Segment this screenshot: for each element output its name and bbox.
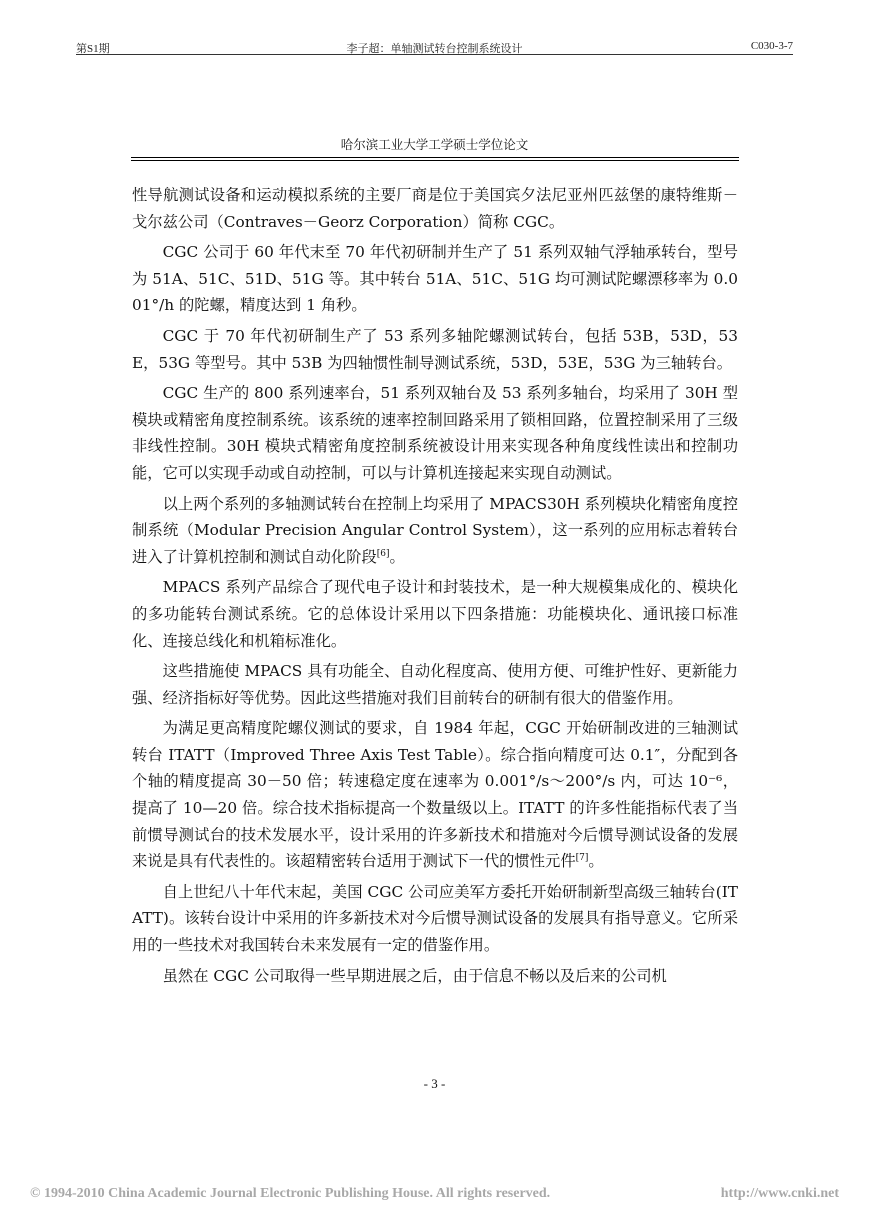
body-text	[132, 182, 738, 993]
paragraph: CGC 公司于 60 年代末至 70 年代初研制并生产了 51 系列双轴气浮轴承转台，型号为 51A、51C、51D、51G 等。其中转台 51A、51C、51G 均可测试陀螺漂移率为 0.001°/h 的陀螺，精度达到 1 角秒。	[132, 243, 738, 315]
header-rule-top	[131, 157, 739, 158]
journal-header	[76, 34, 793, 55]
paragraph: 为满足更高精度陀螺仪测试的要求，自 1984 年起，CGC 开始研制改进的三轴测试转台 ITATT（Improved Three Axis Test Table）。综合指向精度可达 0.1″，分配到各个轴的精度提高 30－50 倍；转速稳定度在速率为 0.001°/s～200°/s 内，可达 10⁻⁶，提高了 10—20 倍。综合技术指标提高一个数量级以上。ITATT 的许多性能指标代表了当前惯导测试台的技术发展水平，设计采用的许多新技术和措施对今后惯导测试设备的发展来说是具有代表性的。该超精密转台适用于测试下一代的惯性元件[7]。	[132, 719, 738, 871]
paragraph: 这些措施使 MPACS 具有功能全、自动化程度高、使用方便、可维护性好、更新能力强、经济指标好等优势。因此这些措施对我们目前转台的研制有很大的借鉴作用。	[132, 662, 738, 707]
citation: [7]	[575, 853, 589, 864]
page-number: - 3 -	[423, 1076, 446, 1091]
header-rule-bottom	[131, 160, 739, 161]
journal-article-title: 李子超：单轴测试转台控制系统设计	[346, 43, 523, 55]
paragraph: 虽然在 CGC 公司取得一些早期进展之后，由于信息不畅以及后来的公司机	[162, 966, 667, 985]
paragraph: 性导航测试设备和运动模拟系统的主要厂商是位于美国宾夕法尼亚州匹兹堡的康特维斯－戈尔兹公司（Contraves－Georz Corporation）简称 CGC。	[132, 186, 738, 231]
journal-code: C030-3-7	[750, 40, 793, 52]
paragraph: 以上两个系列的多轴测试转台在控制上均采用了 MPACS30H 系列模块化精密角度控制系统（Modular Precision Angular Control System），这一系列的应用标志着转台进入了计算机控制和测试自动化阶段[6]。	[132, 494, 738, 566]
footer-url[interactable]: http://www.cnki.net	[720, 1186, 839, 1201]
paragraph: 自上世纪八十年代末起，美国 CGC 公司应美军方委托开始研制新型高级三轴转台(ITATT)。该转台设计中采用的许多新技术对今后惯导测试设备的发展具有指导意义。它所采用的一些技术对我国转台未来发展有一定的借鉴作用。	[132, 882, 738, 955]
copyright-notice: © 1994-2010 China Academic Journal Electronic Publishing House. All rights reserved.	[30, 1186, 551, 1201]
paragraph: CGC 生产的 800 系列速率台，51 系列双轴台及 53 系列多轴台，均采用了 30H 型模块或精密角度控制系统。该系统的速率控制回路采用了锁相回路，位置控制采用了三级非线性控制。30H 模块式精密角度控制系统被设计用来实现各种角度线性读出和控制功能，它可以实现手动或自动控制，可以与计算机连接起来实现自动测试。	[132, 384, 738, 482]
journal-issue: 第S1期	[76, 43, 110, 55]
thesis-header: 哈尔滨工业大学工学硕士学位论文	[340, 137, 529, 152]
journal-header-rule	[76, 54, 793, 55]
citation: [6]	[376, 548, 390, 559]
paragraph: CGC 于 70 年代初研制生产了 53 系列多轴陀螺测试转台，包括 53B，53D，53E，53G 等型号。其中 53B 为四轴惯性制导测试系统，53D，53E，53G 为三轴转台。	[132, 326, 738, 372]
paragraph: MPACS 系列产品综合了现代电子设计和封装技术，是一种大规模集成化的、模块化的多功能转台测试系统。它的总体设计采用以下四条措施：功能模块化、通讯接口标准化、连接总线化和机箱标准化。	[132, 578, 738, 650]
